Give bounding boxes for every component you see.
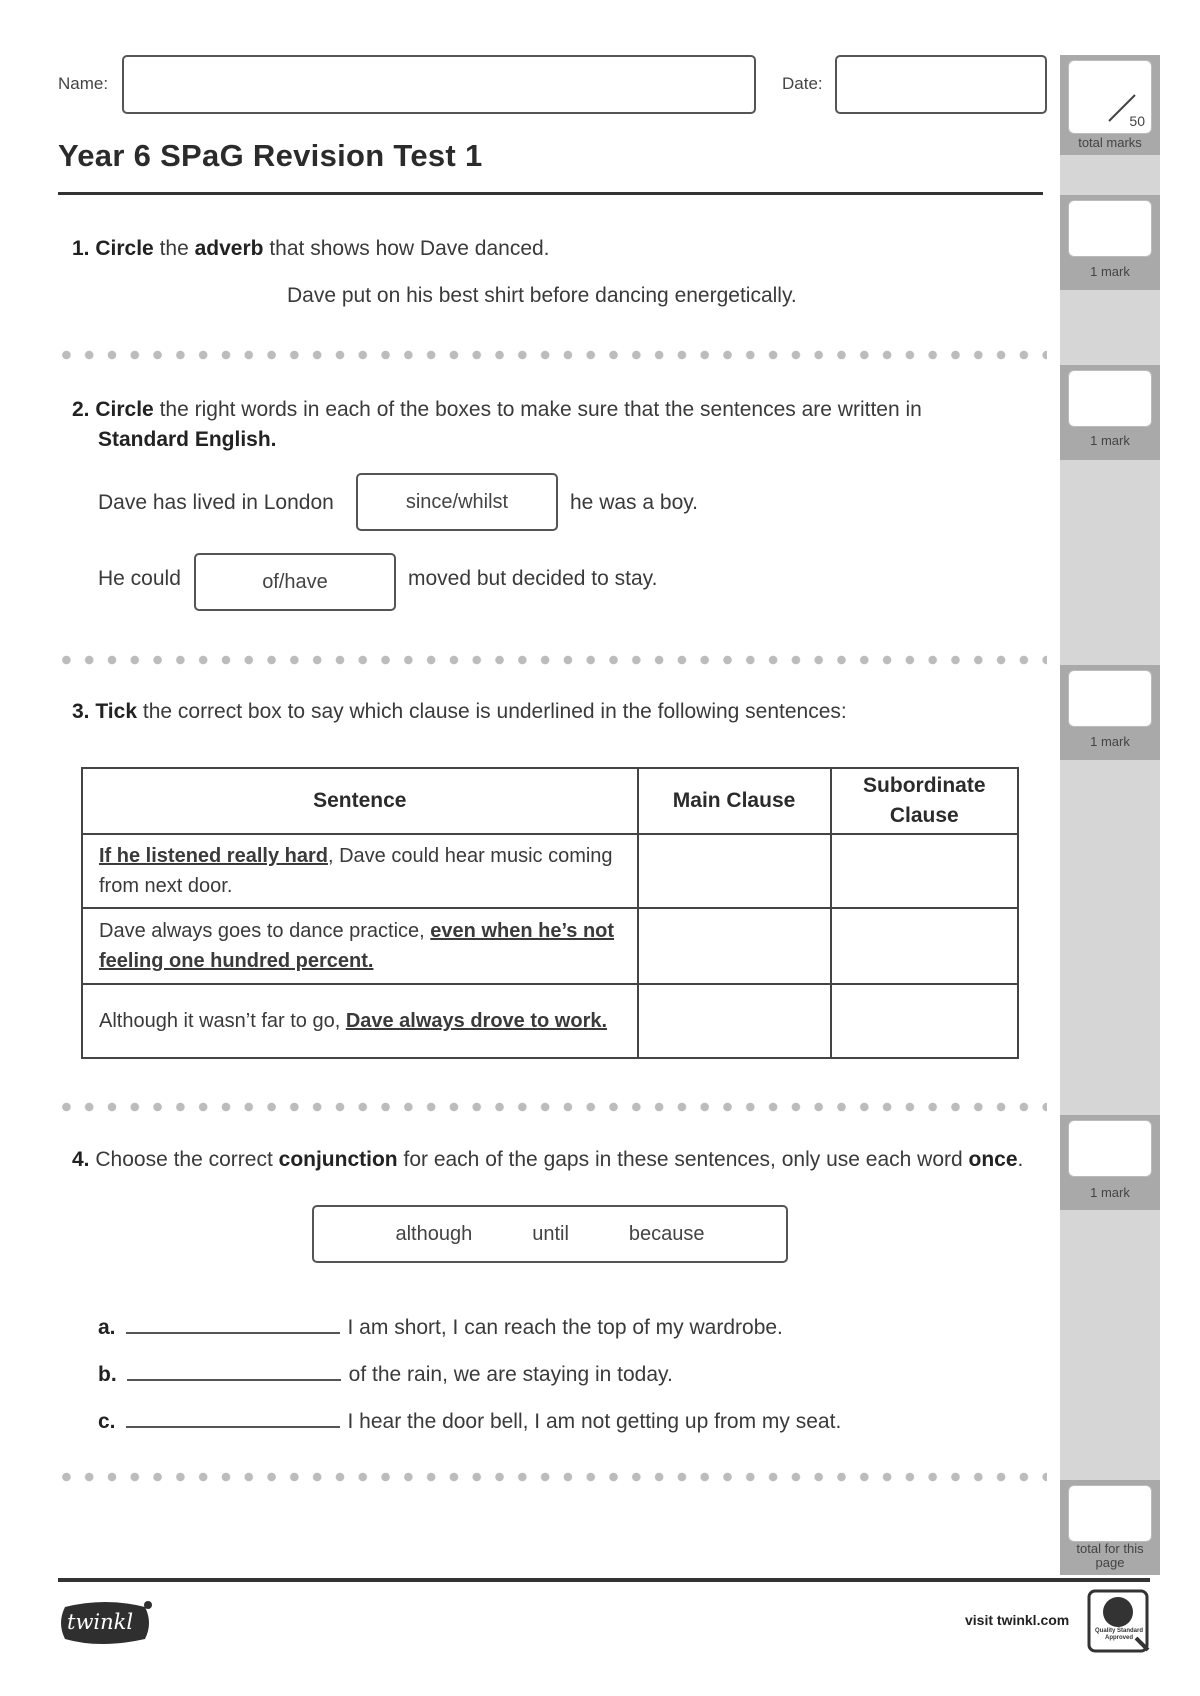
q2-s1-choice-box[interactable]: since/whilst xyxy=(356,473,558,531)
name-label: Name: xyxy=(58,74,109,93)
sentence-rest: , Dave could hear music coming from next door. xyxy=(99,845,613,897)
q1-keyword: adverb xyxy=(194,237,264,260)
underlined-clause: Dave always drove to work. xyxy=(345,1010,608,1032)
visit-link[interactable]: visit twinkl.com xyxy=(965,1612,1070,1628)
table-row xyxy=(82,834,1018,908)
q4-number: 4. xyxy=(72,1148,90,1171)
q4-period: . xyxy=(1017,1148,1024,1171)
word-bank-word: until xyxy=(532,1222,569,1245)
answer-blank[interactable] xyxy=(127,1361,341,1381)
item-text: of the rain, we are staying in today. xyxy=(348,1363,673,1386)
subordinate-clause-tick-box[interactable] xyxy=(831,834,1018,908)
q3-text: the correct box to say which clause is underlined in the following sentences: xyxy=(142,700,847,723)
footer-rule xyxy=(58,1578,1150,1582)
q1-number: 1. xyxy=(72,237,90,260)
item-label: a. xyxy=(98,1316,116,1339)
q1-text-b: that shows how Dave danced. xyxy=(269,237,550,260)
q2-verb: Circle xyxy=(95,398,154,421)
word-bank xyxy=(312,1205,788,1263)
q2-s2-before: He could xyxy=(98,567,181,590)
header-subordinate-clause: Subordinate Clause xyxy=(831,768,1018,834)
divider-dots xyxy=(55,350,1047,360)
total-marks-value: 50 xyxy=(1129,113,1145,129)
q3-verb: Tick xyxy=(95,700,138,723)
total-marks-box[interactable] xyxy=(1068,60,1152,134)
date-label: Date: xyxy=(782,74,823,93)
q4-item-c xyxy=(98,1408,841,1434)
header-sentence: Sentence xyxy=(82,768,638,834)
q2-prompt xyxy=(72,395,922,455)
title-rule xyxy=(58,192,1043,195)
q2-mark-box[interactable] xyxy=(1068,370,1152,427)
q2-s2-after: moved but decided to stay. xyxy=(408,567,658,590)
sentence-cell xyxy=(82,834,638,908)
answer-blank[interactable] xyxy=(126,1408,340,1428)
item-label: c. xyxy=(98,1410,116,1433)
q1-text-a: the xyxy=(159,237,189,260)
q1-verb: Circle xyxy=(95,237,154,260)
q1-prompt xyxy=(72,237,550,261)
sentence-cell xyxy=(82,984,638,1058)
date-field[interactable] xyxy=(835,55,1047,114)
q2-text: the right words in each of the boxes to make sure that the sentences are written in xyxy=(159,398,922,421)
q1-mark-label: 1 mark xyxy=(1090,264,1130,279)
q2-s1-after: he was a boy. xyxy=(570,491,699,514)
q3-number: 3. xyxy=(72,700,90,723)
page-title: Year 6 SPaG Revision Test 1 xyxy=(58,138,483,173)
word-bank-word: because xyxy=(628,1222,705,1245)
quality-badge xyxy=(1086,1588,1152,1654)
quality-badge-text: Quality Standard Approved xyxy=(1094,1628,1143,1641)
underlined-clause: If he listened really hard xyxy=(99,845,328,867)
q2-number: 2. xyxy=(72,398,90,421)
q4-text-a: Choose the correct xyxy=(95,1148,273,1171)
q3-prompt xyxy=(72,700,847,724)
q4-mark-label: 1 mark xyxy=(1090,1185,1130,1200)
q2-keyword: Standard English. xyxy=(98,428,277,451)
answer-blank[interactable] xyxy=(126,1314,340,1334)
sentence-cell xyxy=(82,908,638,984)
quality-badge-icon xyxy=(1086,1588,1152,1654)
divider-dots xyxy=(55,1472,1047,1482)
q4-mark-box[interactable] xyxy=(1068,1120,1152,1177)
main-clause-tick-box[interactable] xyxy=(638,908,831,984)
q2-s2-choice-box[interactable]: of/have xyxy=(194,553,396,611)
twinkl-logo[interactable] xyxy=(55,1597,155,1649)
subordinate-clause-tick-box[interactable] xyxy=(831,908,1018,984)
q4-item-a xyxy=(98,1314,783,1340)
q1-sentence[interactable]: Dave put on his best shirt before dancing energetically. xyxy=(287,284,797,307)
table-header-row xyxy=(82,768,1018,834)
main-clause-tick-box[interactable] xyxy=(638,834,831,908)
q4-keyword2: once xyxy=(968,1148,1018,1171)
sentence-plain: Although it wasn’t far to go, xyxy=(99,1010,346,1032)
q3-mark-box[interactable] xyxy=(1068,670,1152,727)
subordinate-clause-tick-box[interactable] xyxy=(831,984,1018,1058)
page-total-box[interactable] xyxy=(1068,1485,1152,1542)
main-clause-tick-box[interactable] xyxy=(638,984,831,1058)
twinkl-logo-text: twinkl xyxy=(67,1610,134,1634)
header-main-clause: Main Clause xyxy=(638,768,831,834)
q4-keyword: conjunction xyxy=(278,1148,398,1171)
q2-mark-label: 1 mark xyxy=(1090,433,1130,448)
page-total-label: total for this page xyxy=(1076,1541,1144,1570)
sentence-plain: Dave always goes to dance practice, xyxy=(99,920,431,942)
q3-mark-label: 1 mark xyxy=(1090,734,1130,749)
item-text: I am short, I can reach the top of my wardrobe. xyxy=(347,1316,783,1339)
table-row xyxy=(82,908,1018,984)
q1-mark-box[interactable] xyxy=(1068,200,1152,257)
q4-prompt xyxy=(72,1148,1023,1172)
name-field[interactable] xyxy=(122,55,756,114)
item-label: b. xyxy=(98,1363,117,1386)
word-bank-word: although xyxy=(395,1222,473,1245)
q2-s1-before: Dave has lived in London xyxy=(98,491,334,514)
clause-table xyxy=(81,767,1019,1059)
item-text: I hear the door bell, I am not getting up from my seat. xyxy=(347,1410,842,1433)
q4-text-b: for each of the gaps in these sentences, only use each word xyxy=(403,1148,963,1171)
divider-dots xyxy=(55,655,1047,665)
table-row xyxy=(82,984,1018,1058)
q4-item-b xyxy=(98,1361,673,1387)
underlined-clause: even when he’s not feeling one hundred percent. xyxy=(99,920,615,972)
total-marks-label: total marks xyxy=(1078,135,1142,150)
divider-dots xyxy=(55,1102,1047,1112)
